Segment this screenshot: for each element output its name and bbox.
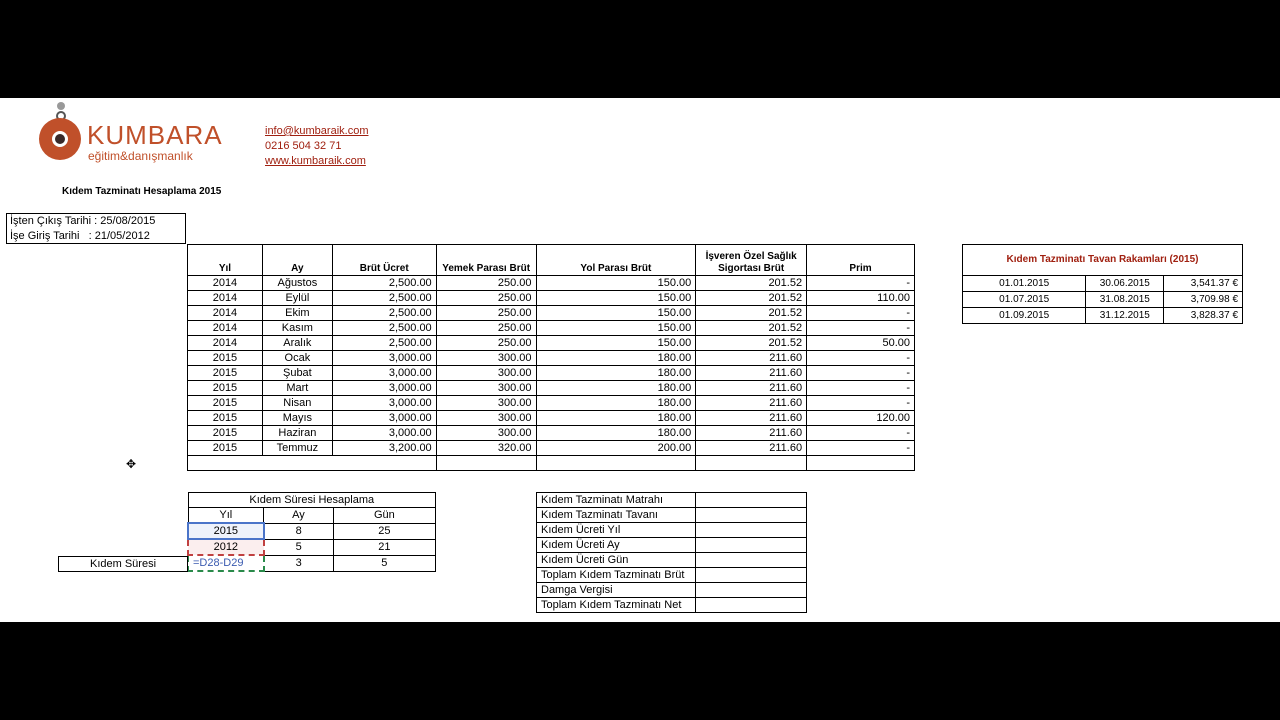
column-header[interactable]: Brüt Ücret [332,245,436,276]
table-cell[interactable]: - [807,276,915,291]
table-cell[interactable]: Mart [262,381,332,396]
seniority-header-day[interactable]: Gün [333,508,435,524]
website-link[interactable]: www.kumbaraik.com [265,155,366,167]
table-cell[interactable]: 3,709.98 € [1164,292,1243,308]
table-row[interactable] [188,306,915,321]
table-cell[interactable]: 250.00 [436,321,536,336]
table-cell[interactable]: 180.00 [536,426,696,441]
table-cell[interactable]: 2015 [188,366,263,381]
table-cell[interactable]: 2015 [188,426,263,441]
table-cell[interactable]: Ağustos [262,276,332,291]
summary-value[interactable] [696,508,807,523]
table-cell[interactable]: 320.00 [436,441,536,456]
table-cell[interactable]: 120.00 [807,411,915,426]
table-cell[interactable]: - [807,381,915,396]
seniority-month-cell[interactable]: 3 [264,555,334,571]
table-cell[interactable] [696,456,807,471]
table-cell[interactable]: Eylül [262,291,332,306]
table-cell[interactable]: 01.09.2015 [963,308,1086,324]
table-cell[interactable]: - [807,396,915,411]
date-box[interactable] [6,213,186,244]
table-cell[interactable]: 2014 [188,336,263,351]
table-cell[interactable]: 211.60 [696,411,807,426]
ceiling-table[interactable] [962,244,1243,324]
table-cell[interactable]: 180.00 [536,381,696,396]
summary-row[interactable] [537,493,807,508]
entry-date: İşe Giriş Tarihi : 21/05/2012 [10,230,150,242]
table-row[interactable] [963,276,1243,292]
table-cell[interactable]: 3,000.00 [332,366,436,381]
summary-row[interactable] [537,553,807,568]
table-cell[interactable]: 150.00 [536,291,696,306]
seniority-label: Kıdem Süresi [59,557,188,572]
table-cell[interactable]: 250.00 [436,291,536,306]
table-cell[interactable]: 300.00 [436,411,536,426]
table-cell[interactable]: 201.52 [696,276,807,291]
table-cell[interactable]: 50.00 [807,336,915,351]
table-row[interactable] [188,291,915,306]
brand-name: KUMBARA [87,120,223,150]
table-cell[interactable]: 180.00 [536,396,696,411]
table-cell[interactable]: 3,000.00 [332,426,436,441]
table-cell[interactable]: 300.00 [436,351,536,366]
seniority-title: Kıdem Süresi Hesaplama [188,493,436,508]
table-cell[interactable]: 180.00 [536,366,696,381]
entry-day-cell[interactable]: 21 [333,539,435,555]
table-cell[interactable]: 201.52 [696,321,807,336]
table-cell[interactable]: Nisan [262,396,332,411]
summary-row[interactable] [537,583,807,598]
table-cell[interactable]: 2014 [188,276,263,291]
summary-row[interactable] [537,538,807,553]
table-cell[interactable]: Mayıs [262,411,332,426]
entry-year-cell[interactable]: 2012 [188,539,264,555]
table-cell[interactable]: 300.00 [436,426,536,441]
table-cell[interactable] [807,456,915,471]
table-cell[interactable]: 2015 [188,411,263,426]
table-row[interactable] [188,351,915,366]
table-cell[interactable]: 3,828.37 € [1164,308,1243,324]
summary-value[interactable] [696,598,807,613]
table-cell[interactable]: Ekim [262,306,332,321]
table-cell[interactable]: 3,000.00 [332,411,436,426]
table-row[interactable] [963,292,1243,308]
table-cell[interactable]: 2015 [188,396,263,411]
summary-row[interactable] [537,568,807,583]
table-cell[interactable]: Ocak [262,351,332,366]
summary-value[interactable] [696,553,807,568]
table-cell[interactable]: Temmuz [262,441,332,456]
table-cell[interactable]: 3,541.37 € [1164,276,1243,292]
table-cell[interactable]: - [807,426,915,441]
table-cell[interactable]: 250.00 [436,276,536,291]
table-cell[interactable]: 300.00 [436,396,536,411]
table-cell[interactable]: 211.60 [696,381,807,396]
summary-row[interactable] [537,523,807,538]
table-cell[interactable]: 180.00 [536,351,696,366]
table-row[interactable] [188,381,915,396]
table-cell[interactable]: - [807,351,915,366]
table-cell[interactable]: 201.52 [696,306,807,321]
summary-label[interactable]: Kıdem Ücreti Gün [537,553,696,568]
table-row[interactable] [963,308,1243,324]
summary-label[interactable]: Kıdem Tazminatı Tavanı [537,508,696,523]
table-row[interactable] [188,336,915,351]
table-cell[interactable]: 201.52 [696,291,807,306]
table-cell[interactable]: - [807,366,915,381]
table-cell[interactable]: 150.00 [536,276,696,291]
table-cell[interactable]: Kasım [262,321,332,336]
seniority-day-cell[interactable]: 5 [333,555,435,571]
table-cell[interactable]: 211.60 [696,396,807,411]
column-header[interactable]: Yıl [188,245,263,276]
table-row[interactable] [188,366,915,381]
seniority-label-box[interactable] [58,556,188,572]
ceiling-title: Kıdem Tazminatı Tavan Rakamları (2015) [963,245,1243,276]
column-header[interactable]: Ay [262,245,332,276]
column-header[interactable]: Yol Parası Brüt [536,245,696,276]
phone-text: 0216 504 32 71 [265,140,342,152]
table-cell[interactable]: 2,500.00 [332,306,436,321]
table-cell[interactable] [436,456,536,471]
table-row[interactable] [188,321,915,336]
table-row[interactable] [188,426,915,441]
table-cell[interactable]: 2014 [188,321,263,336]
table-cell[interactable]: 201.52 [696,336,807,351]
table-cell[interactable]: 250.00 [436,336,536,351]
table-cell[interactable]: 211.60 [696,351,807,366]
column-header[interactable]: Prim [807,245,915,276]
table-cell[interactable]: 31.12.2015 [1086,308,1164,324]
table-cell[interactable]: 2,500.00 [332,336,436,351]
table-cell[interactable]: 01.07.2015 [963,292,1086,308]
summary-value[interactable] [696,568,807,583]
table-cell[interactable]: 2,500.00 [332,321,436,336]
column-header[interactable]: Yemek Parası Brüt [436,245,536,276]
table-cell[interactable]: 31.08.2015 [1086,292,1164,308]
table-row-empty[interactable] [188,456,915,471]
summary-value[interactable] [696,523,807,538]
table-cell[interactable]: 211.60 [696,426,807,441]
table-row[interactable] [188,411,915,426]
summary-label[interactable]: Toplam Kıdem Tazminatı Net [537,598,696,613]
table-cell[interactable]: 3,000.00 [332,351,436,366]
summary-label[interactable]: Toplam Kıdem Tazminatı Brüt [537,568,696,583]
seniority-header-month[interactable]: Ay [264,508,334,524]
summary-value[interactable] [696,538,807,553]
move-cursor-icon: ✥ [126,457,137,471]
table-cell[interactable]: 211.60 [696,366,807,381]
table-row[interactable] [188,276,915,291]
summary-row[interactable] [537,598,807,613]
summary-label[interactable]: Kıdem Tazminatı Matrahı [537,493,696,508]
table-cell[interactable]: 3,200.00 [332,441,436,456]
brand-subtitle: eğitim&danışmanlık [88,149,193,163]
table-cell[interactable]: 2015 [188,441,263,456]
table-cell[interactable] [536,456,696,471]
summary-value[interactable] [696,493,807,508]
table-row[interactable] [188,396,915,411]
table-cell[interactable]: 300.00 [436,366,536,381]
table-cell[interactable]: 150.00 [536,336,696,351]
table-cell[interactable]: 3,000.00 [332,396,436,411]
table-cell[interactable]: Şubat [262,366,332,381]
table-cell[interactable]: 300.00 [436,381,536,396]
table-row[interactable] [188,441,915,456]
table-cell[interactable]: 2015 [188,351,263,366]
table-cell[interactable]: 110.00 [807,291,915,306]
table-cell[interactable]: - [807,306,915,321]
table-cell[interactable]: 2,500.00 [332,291,436,306]
table-cell[interactable]: 2,500.00 [332,276,436,291]
table-cell[interactable]: - [807,441,915,456]
sheet-title: Kıdem Tazminatı Hesaplama 2015 [62,186,222,197]
exit-year-cell[interactable]: 2015 [188,523,264,539]
column-header[interactable]: İşveren Özel Sağlık Sigortası Brüt [696,245,807,276]
seniority-table[interactable] [187,492,436,572]
table-cell[interactable]: Haziran [262,426,332,441]
summary-label[interactable]: Damga Vergisi [537,583,696,598]
table-cell[interactable]: 211.60 [696,441,807,456]
table-cell[interactable]: 150.00 [536,306,696,321]
table-cell[interactable]: 2014 [188,306,263,321]
logo-icon [39,118,81,160]
table-cell[interactable]: 250.00 [436,306,536,321]
table-cell[interactable]: 200.00 [536,441,696,456]
summary-label[interactable]: Kıdem Ücreti Ay [537,538,696,553]
salary-table[interactable] [187,244,915,471]
table-cell[interactable]: 2015 [188,381,263,396]
entry-month-cell[interactable]: 5 [264,539,334,555]
table-cell[interactable]: 180.00 [536,411,696,426]
exit-month-cell[interactable]: 8 [264,523,334,539]
table-cell[interactable]: - [807,321,915,336]
table-cell[interactable]: 01.01.2015 [963,276,1086,292]
exit-date: İşten Çıkış Tarihi : 25/08/2015 [10,215,156,227]
email-link[interactable]: info@kumbaraik.com [265,125,369,137]
summary-table[interactable] [536,492,807,613]
table-cell[interactable]: 3,000.00 [332,381,436,396]
table-cell[interactable]: Aralık [262,336,332,351]
logo-dot-icon [57,102,65,110]
summary-row[interactable] [537,508,807,523]
table-cell[interactable]: 2014 [188,291,263,306]
summary-value[interactable] [696,583,807,598]
exit-day-cell[interactable]: 25 [333,523,435,539]
formula-cell[interactable]: =D28-D29 [188,555,264,571]
table-cell[interactable] [188,456,437,471]
seniority-header-year[interactable]: Yıl [188,508,264,524]
summary-label[interactable]: Kıdem Ücreti Yıl [537,523,696,538]
table-cell[interactable]: 150.00 [536,321,696,336]
table-cell[interactable]: 30.06.2015 [1086,276,1164,292]
